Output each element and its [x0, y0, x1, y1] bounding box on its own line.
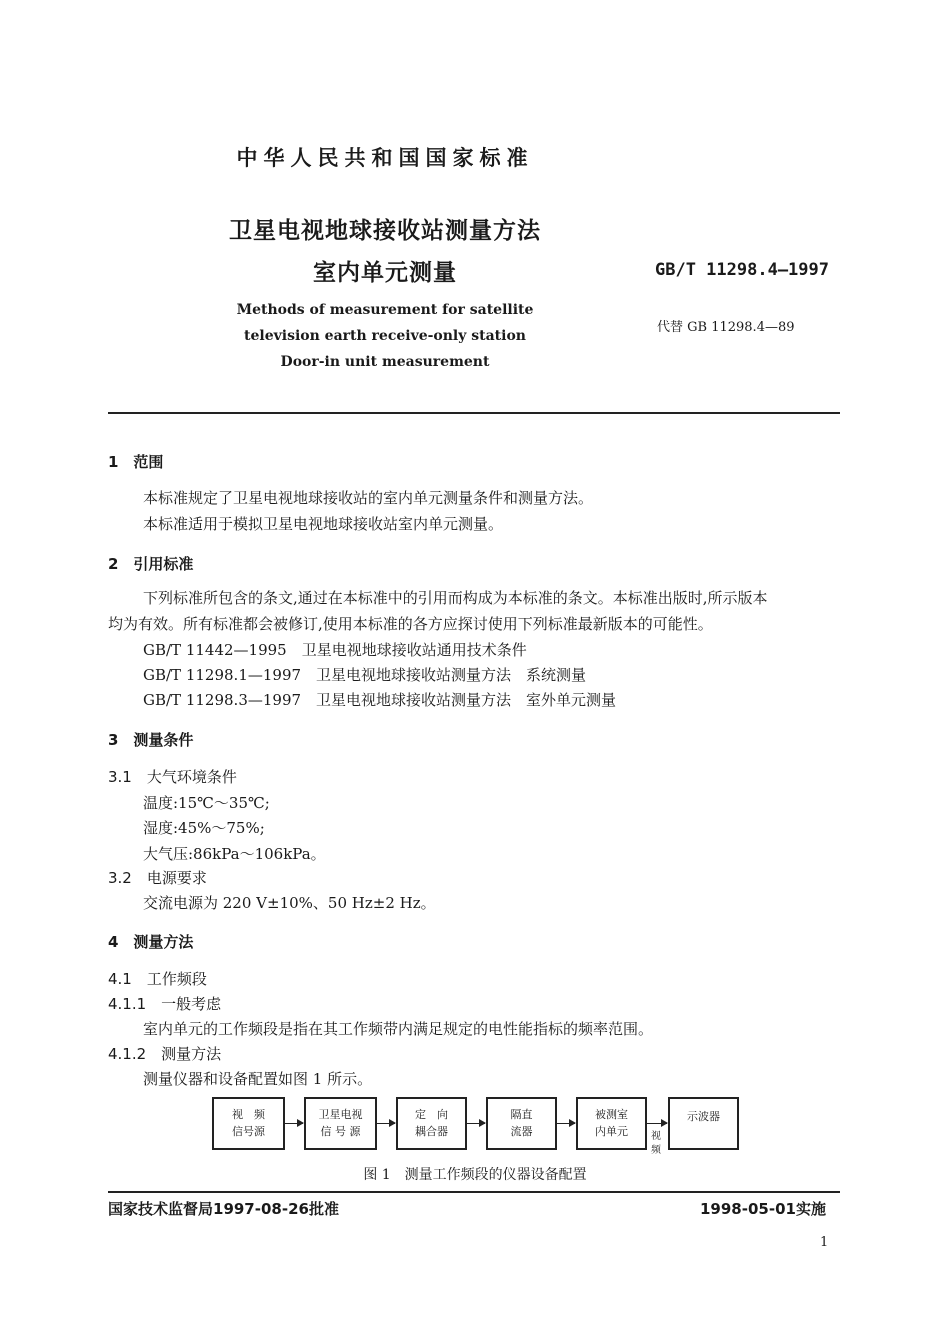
box-5-line-1: 被测室: [595, 1108, 628, 1121]
box-1-line-2: 信号源: [232, 1124, 265, 1138]
section-2-para-line-2: 均为有效。所有标准都会被修订,使用本标准的各方应探讨使用下列标准最新版本的可能性。: [108, 615, 713, 633]
box-6-line-1: 示波器: [687, 1110, 720, 1123]
section-1-para-1: 本标准规定了卫星电视地球接收站的室内单元测量条件和测量方法。: [143, 489, 594, 507]
standard-code: GB/T 11298.4—1997: [655, 260, 829, 280]
section-2-heading: 2 引用标准: [108, 555, 194, 573]
power-requirement: 交流电源为 220 V±10%、50 Hz±2 Hz。: [143, 894, 436, 912]
box-5-line-2: 内单元: [595, 1124, 628, 1138]
satellite-tv-signal-source-box: [304, 1097, 377, 1150]
section-2-para-line-1: 下列标准所包含的条文,通过在本标准中的引用而构成为本标准的条文。本标准出版时,所示版本: [143, 589, 768, 607]
header-divider: [108, 412, 840, 414]
arrow-2: [377, 1123, 395, 1124]
english-title-line-1: Methods of measurement for satellite: [236, 302, 534, 318]
section-4-1-1-para: 室内单元的工作频段是指在其工作频带内满足规定的电性能指标的频率范围。: [143, 1020, 654, 1038]
english-title-line-3: Door-in unit measurement: [280, 354, 490, 370]
box-2-line-2: 信 号 源: [320, 1124, 361, 1138]
figure-1-caption: 图 1 测量工作频段的仪器设备配置: [363, 1167, 587, 1183]
video-signal-source-box: [212, 1097, 285, 1150]
arrow-4: [557, 1123, 575, 1124]
effective-date: 1998-05-01实施: [700, 1200, 826, 1218]
video-output-label: [651, 1130, 661, 1157]
standard-type: 中华人民共和国国家标准: [236, 146, 534, 170]
replaces-note: 代替 GB 11298.4—89: [657, 320, 795, 335]
box-2-line-1: 卫星电视: [318, 1108, 363, 1121]
section-3-heading: 3 测量条件: [108, 731, 194, 749]
title-line-2: 室内单元测量: [313, 260, 457, 286]
arrow-1: [285, 1123, 303, 1124]
indoor-unit-under-test-box: [576, 1097, 647, 1150]
directional-coupler-box: [396, 1097, 467, 1150]
reference-1: GB/T 11442—1995 卫星电视地球接收站通用技术条件: [143, 641, 527, 659]
box-4-line-1: 隔直: [510, 1108, 533, 1121]
footer-divider: [108, 1191, 840, 1193]
arrow-3: [467, 1123, 485, 1124]
pressure-condition: 大气压:86kPa～106kPa。: [143, 845, 326, 863]
reference-2: GB/T 11298.1—1997 卫星电视地球接收站测量方法 系统测量: [143, 666, 587, 684]
box-1-line-1: 视 频: [232, 1108, 265, 1121]
section-4-1-2-para: 测量仪器和设备配置如图 1 所示。: [143, 1070, 373, 1088]
title-line-1: 卫星电视地球接收站测量方法: [229, 218, 541, 244]
approval-date: 国家技术监督局1997-08-26批准: [108, 1200, 339, 1218]
video-label-1: 视: [651, 1131, 661, 1142]
dc-blocker-box: [486, 1097, 557, 1150]
box-3-line-1: 定 向: [415, 1108, 448, 1121]
section-4-1-heading: 4.1 工作频段: [108, 970, 207, 988]
section-3-2-heading: 3.2 电源要求: [108, 869, 207, 887]
box-3-line-2: 耦合器: [415, 1124, 448, 1138]
english-title-line-2: television earth receive-only station: [244, 328, 526, 344]
section-1-para-2: 本标准适用于模拟卫星电视地球接收站室内单元测量。: [143, 515, 504, 533]
arrow-5: [647, 1123, 667, 1124]
oscilloscope-box: [668, 1097, 739, 1150]
section-3-1-heading: 3.1 大气环境条件: [108, 768, 237, 786]
video-label-2: 频: [651, 1144, 661, 1156]
section-1-heading: 1 范围: [108, 453, 164, 471]
page-number: 1: [820, 1235, 829, 1250]
box-4-line-2: 流器: [510, 1124, 533, 1138]
reference-3: GB/T 11298.3—1997 卫星电视地球接收站测量方法 室外单元测量: [143, 691, 617, 709]
temperature-condition: 温度:15℃～35℃;: [143, 794, 270, 812]
section-4-heading: 4 测量方法: [108, 933, 194, 951]
humidity-condition: 湿度:45%～75%;: [143, 819, 265, 837]
section-4-1-2-heading: 4.1.2 测量方法: [108, 1045, 222, 1063]
section-4-1-1-heading: 4.1.1 一般考虑: [108, 995, 222, 1013]
